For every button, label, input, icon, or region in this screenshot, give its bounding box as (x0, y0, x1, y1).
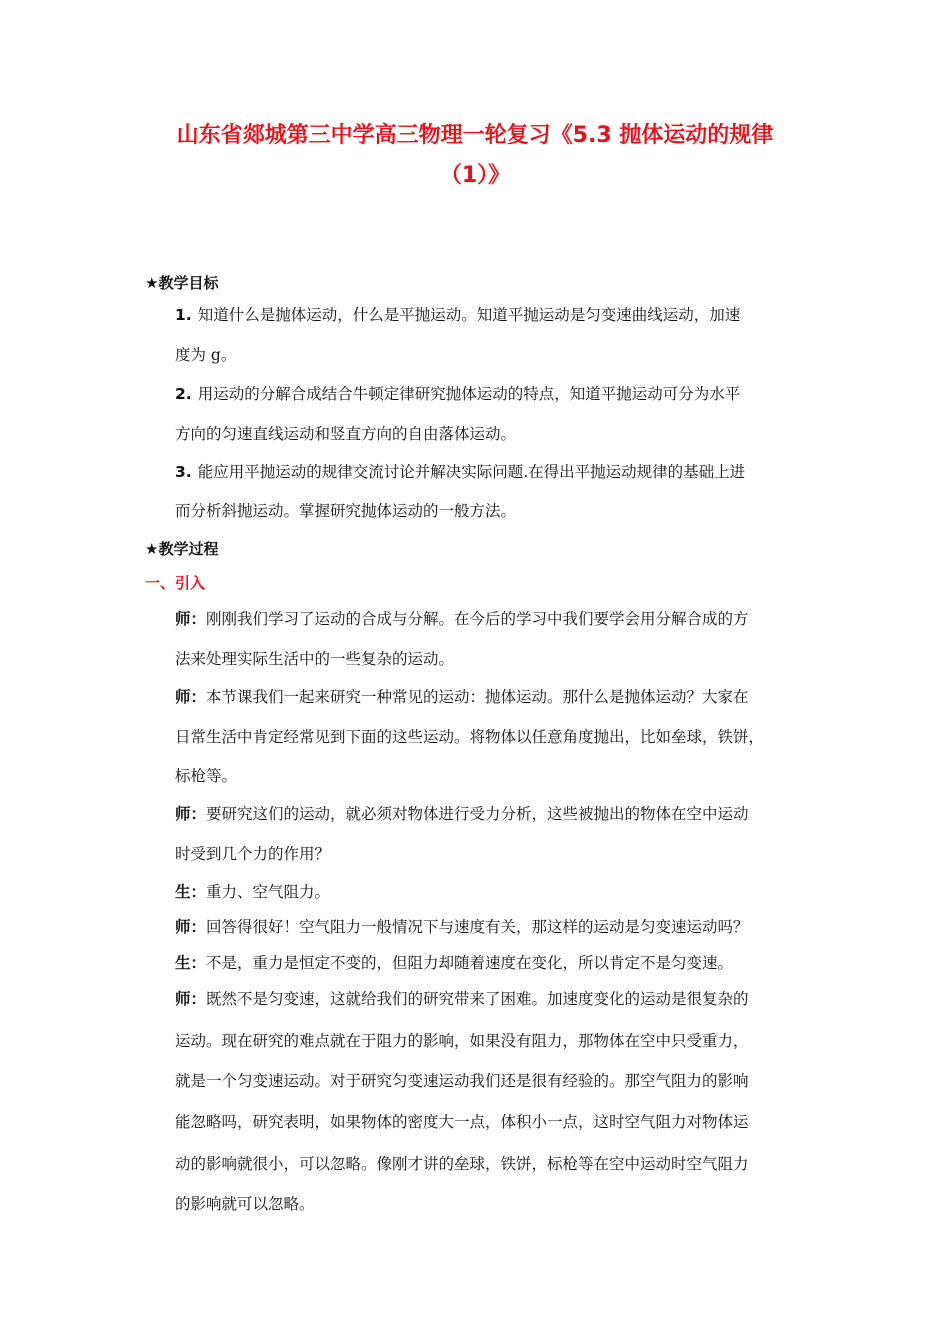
dialog-line: 标枪等。 (175, 767, 238, 785)
dialog-line: 的影响就可以忽略。 (175, 1195, 315, 1213)
speaker-label: 师： (175, 610, 207, 628)
dialog-line: 师：回答得很好！空气阻力一般情况下与速度有关，那这样的运动是匀变速运动吗？ (175, 918, 749, 936)
speaker-label: 师： (175, 688, 207, 706)
dialog-line: 师：刚刚我们学习了运动的合成与分解。在今后的学习中我们要学会用分解合成的方 (175, 610, 749, 628)
teaching-process-heading: ★教学过程 (145, 540, 219, 558)
dialog-line: 法来处理实际生活中的一些复杂的运动。 (175, 650, 455, 668)
dialog-line: 师：既然不是匀变速，这就给我们的研究带来了困难。加速度变化的运动是很复杂的 (175, 990, 749, 1008)
goal-item-1-line-1: 1. 知道什么是抛体运动，什么是平抛运动。知道平抛运动是匀变速曲线运动，加速 (175, 306, 741, 324)
goal-item-2-number: 2. (175, 385, 192, 403)
dialog-line: 生：不是，重力是恒定不变的，但阻力却随着速度在变化，所以肯定不是匀变速。 (175, 954, 734, 972)
dialog-line: 师：要研究这们的运动，就必须对物体进行受力分析，这些被抛出的物体在空中运动 (175, 805, 749, 823)
teaching-goals-heading: ★教学目标 (145, 274, 219, 292)
section-heading-introduction: 一、引入 (145, 574, 206, 592)
speaker-label: 师： (175, 805, 207, 823)
goal-item-1-number: 1. (175, 306, 192, 324)
speaker-label: 师： (175, 918, 207, 936)
dialog-line: 就是一个匀变速运动。对于研究匀变速运动我们还是很有经验的。那空气阻力的影响 (175, 1072, 749, 1090)
dialog-line: 时受到几个力的作用？ (175, 845, 331, 863)
dialog-line: 能忽略吗，研究表明，如果物体的密度大一点，体积小一点，这时空气阻力对物体运 (175, 1113, 749, 1131)
speaker-label: 生： (175, 883, 207, 901)
document-title-line-1: 山东省郯城第三中学高三物理一轮复习《5.3 抛体运动的规律 (176, 123, 774, 148)
dialog-line: 日常生活中肯定经常见到下面的这些运动。将物体以任意角度抛出，比如垒球，铁饼， (175, 728, 765, 746)
goal-item-2-line-2: 方向的匀速直线运动和竖直方向的自由落体运动。 (175, 425, 517, 443)
goal-item-3-line-2: 而分析斜抛运动。掌握研究抛体运动的一般方法。 (175, 502, 517, 520)
dialog-line: 生：重力、空气阻力。 (175, 883, 331, 901)
goal-item-2-line-1: 2. 用运动的分解合成结合牛顿定律研究抛体运动的特点，知道平抛运动可分为水平 (175, 385, 741, 403)
dialog-line: 动的影响就很小，可以忽略。像刚才讲的垒球，铁饼，标枪等在空中运动时空气阻力 (175, 1155, 749, 1173)
goal-item-3-line-1: 3. 能应用平抛运动的规律交流讨论并解决实际问题.在得出平抛运动规律的基础上进 (175, 463, 746, 481)
goal-item-1-line-2: 度为 g。 (175, 346, 237, 364)
document-title-line-2: （1）》 (439, 163, 511, 188)
dialog-line: 运动。现在研究的难点就在于阻力的影响，如果没有阻力，那物体在空中只受重力， (175, 1032, 749, 1050)
speaker-label: 师： (175, 990, 207, 1008)
dialog-line: 师：本节课我们一起来研究一种常见的运动：抛体运动。那什么是抛体运动？大家在 (175, 688, 749, 706)
goal-item-3-number: 3. (175, 463, 192, 481)
speaker-label: 生： (175, 954, 207, 972)
